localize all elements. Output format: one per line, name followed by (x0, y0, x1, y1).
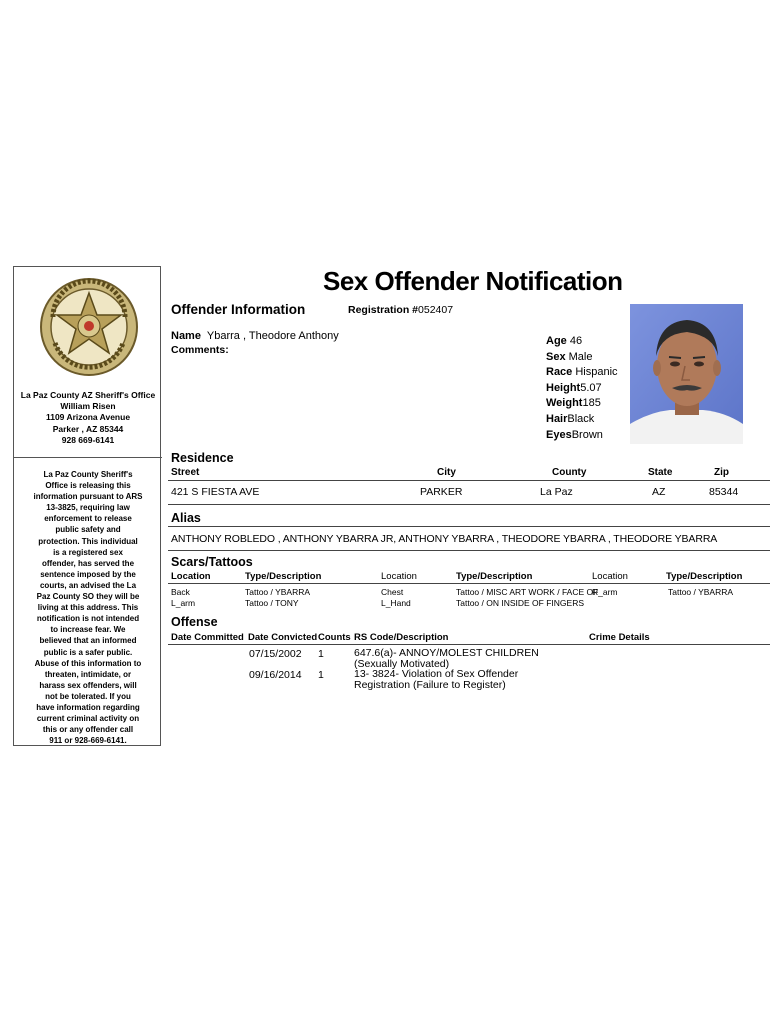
scars-location-header-3: Location (592, 571, 628, 582)
street-value: 421 S FIESTA AVE (171, 486, 260, 498)
date-convicted-header: Date Convicted (248, 632, 318, 643)
hair-label: Hair (546, 412, 568, 425)
hair-row (546, 412, 618, 428)
comments-label: Comments: (171, 344, 229, 356)
offense-divider (168, 644, 770, 645)
offense-convicted: 09/16/2014 (249, 669, 302, 681)
alias-divider (168, 526, 770, 527)
offense-counts: 1 (318, 669, 324, 681)
age-row (546, 334, 618, 350)
notice-line: this or any offender call (42, 725, 134, 735)
notice-line: Paz County SO they will be (36, 592, 140, 602)
notice-line: 911 or 928-669-6141. (49, 736, 127, 746)
notice-line: Office is releasing this (45, 481, 131, 491)
race-row (546, 365, 618, 381)
sidebar (13, 266, 161, 746)
notice-text (26, 469, 150, 746)
scar-type: Tattoo / YBARRA (668, 587, 734, 597)
registration-label: Registration # (348, 304, 419, 316)
city-header: City (437, 467, 456, 478)
notice-line: have information regarding (36, 702, 140, 712)
state-value: AZ (652, 486, 666, 498)
registration-value: 052407 (418, 304, 454, 316)
notice-line: believed that an informed (39, 636, 137, 646)
state-header: State (648, 467, 673, 478)
scar-type: Tattoo / ON INSIDE OF FINGERS (456, 598, 584, 608)
offender-info-heading: Offender Information (171, 302, 306, 317)
notice-line: current criminal activity on (36, 714, 140, 724)
age-label: Age (546, 335, 567, 347)
scars-type-header-2: Type/Description (456, 571, 533, 582)
scar-type: Tattoo / TONY (245, 598, 299, 608)
notice-line: public safety and (55, 525, 121, 535)
scar-location: R_arm (592, 587, 618, 597)
street-header: Street (171, 467, 200, 478)
page-title: Sex Offender Notification (323, 266, 623, 296)
office-phone: 928 669-6141 (61, 434, 115, 445)
residence-heading: Residence (171, 451, 234, 465)
sex-value: Male (568, 350, 593, 363)
rs-code-header: RS Code/Description (354, 632, 449, 643)
offense-code (354, 648, 539, 670)
sidebar-divider (14, 457, 162, 458)
race-label: Race (546, 366, 573, 379)
offense-code-line: 647.6(a)- ANNOY/MOLEST CHILDREN (354, 647, 539, 659)
name-label: Name (171, 330, 201, 342)
notice-line: notification is not intended (36, 614, 140, 624)
weight-label: Weight (546, 397, 583, 410)
notice-line: sentence imposed by the (40, 569, 136, 579)
notice-line: threaten, intimidate, or (44, 669, 132, 679)
county-value: La Paz (540, 486, 573, 498)
offense-convicted: 07/15/2002 (249, 648, 302, 660)
offender-name-row (171, 330, 339, 342)
notice-line: is a registered sex (53, 547, 123, 557)
notice-line: protection. This individual (38, 536, 138, 546)
zip-value: 85344 (709, 486, 739, 498)
scars-divider (168, 583, 770, 584)
office-city: Parker , AZ 85344 (52, 423, 124, 434)
offense-code (354, 669, 518, 691)
scar-location: L_arm (171, 598, 196, 608)
offender-name: Ybarra , Theodore Anthony (206, 330, 339, 342)
zip-header: Zip (714, 467, 729, 478)
hair-value: Black (567, 412, 595, 425)
sheriff-name: William Risen (60, 401, 116, 412)
scar-type: Tattoo / YBARRA (245, 587, 311, 597)
scars-location-header-1: Location (171, 571, 211, 582)
offense-heading: Offense (171, 615, 218, 629)
height-label: Height (546, 381, 581, 394)
notice-line: offender, has served the (41, 558, 135, 568)
weight-row (546, 396, 618, 412)
scar-location: L_Hand (381, 598, 411, 608)
sex-label: Sex (546, 350, 566, 363)
notice-line: 13-3825, requiring law (46, 503, 130, 513)
notice-line: courts, an advised the La (39, 580, 137, 590)
notice-line: to increase fear. We (50, 625, 126, 635)
office-address (14, 390, 162, 446)
eyes-value: Brown (571, 428, 603, 441)
eyes-row (546, 428, 618, 444)
residence-bottom-divider (168, 504, 770, 505)
office-street: 1109 Arizona Avenue (45, 412, 131, 423)
residence-divider (168, 480, 770, 481)
alias-heading: Alias (171, 511, 201, 525)
offender-photo (630, 304, 743, 444)
age-value: 46 (569, 335, 583, 347)
notice-line: harass sex offenders, will (39, 680, 137, 690)
scars-heading: Scars/Tattoos (171, 555, 253, 569)
offense-code-line: (Sexually Motivated) (354, 658, 450, 670)
counts-header: Counts (318, 632, 351, 643)
sheriff-badge-icon (39, 277, 139, 377)
alias-bottom-divider (168, 550, 770, 551)
eyes-label: Eyes (546, 428, 572, 441)
scar-type: Tattoo / MISC ART WORK / FACE OF (456, 587, 599, 597)
offense-code-line: Registration (Failure to Register) (354, 679, 506, 691)
notice-line: enforcement to release (44, 514, 132, 524)
alias-text: ANTHONY ROBLEDO , ANTHONY YBARRA JR, ANTHONY YBARRA , THEODORE YBARRA , THEODORE YBARRA (171, 533, 718, 545)
notice-line: Abuse of this information to (34, 658, 142, 668)
scar-location: Back (171, 587, 190, 597)
offense-counts: 1 (318, 648, 324, 660)
registration-number (348, 304, 453, 316)
scars-type-header-1: Type/Description (245, 571, 322, 582)
physical-stats (546, 334, 618, 443)
scars-type-header-3: Type/Description (666, 571, 743, 582)
date-committed-header: Date Committed (171, 632, 244, 643)
scars-location-header-2: Location (381, 571, 417, 582)
notice-line: not be tolerated. If you (45, 691, 131, 701)
weight-value: 185 (582, 397, 601, 410)
office-name: La Paz County AZ Sheriff's Office (20, 390, 156, 400)
notice-line: public is a safer public. (43, 647, 133, 657)
offense-code-line: 13- 3824- Violation of Sex Offender (354, 668, 519, 680)
scar-location: Chest (381, 587, 404, 597)
notice-line: information pursuant to ARS (33, 492, 143, 502)
crime-details-header: Crime Details (589, 632, 650, 643)
race-value: Hispanic (575, 366, 618, 379)
offender-photo-image (630, 304, 743, 444)
notice-line: La Paz County Sheriff's (43, 470, 133, 479)
city-value: PARKER (420, 486, 463, 498)
county-header: County (552, 467, 587, 478)
height-row (546, 381, 618, 397)
sex-row (546, 350, 618, 366)
height-value: 5.07 (580, 381, 602, 394)
notice-line: living at this address. This (37, 603, 139, 613)
